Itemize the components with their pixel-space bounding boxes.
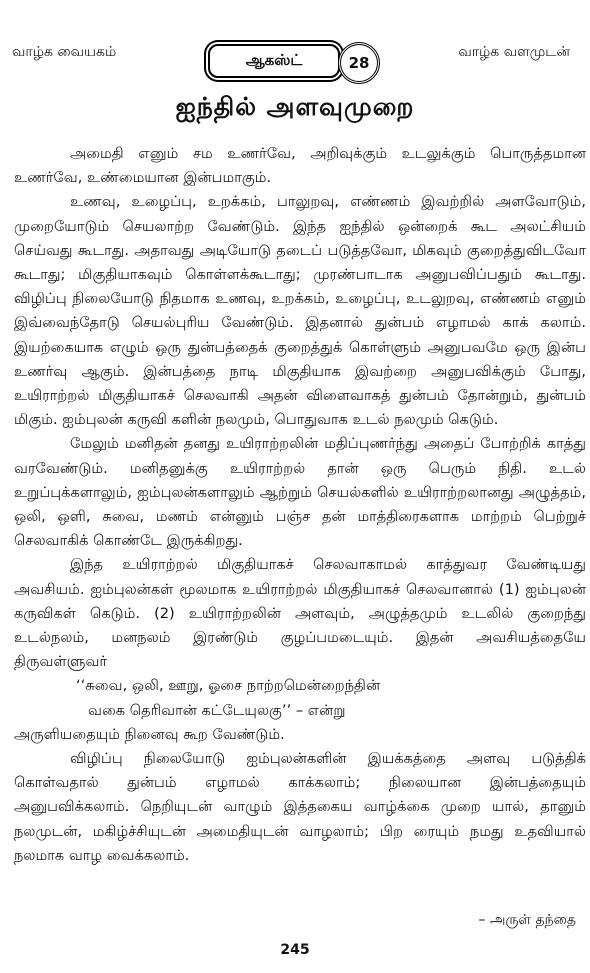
paragraph-4: இந்த உயிராற்றல் மிகுதியாகச் செலவாகாமல் காத்துவர வேண்டியது அவசியம். ஐம்புலன்கள் மூலமாக உயிராற்றல் மிகுதியாகச் செலவானால் (1) ஐம்புலன் கருவிகள் கெடும். (2) உயிராற்றலின் அளவும், அழுத்தமும் உடலில் குறைந்து உடல்நலம், மனநலம் இரண்டும் குழப்பமடையும். இதன் அவசியத்தையே திருவள்ளுவர்: [14, 556, 586, 671]
signature: – அருள் தந்தை: [478, 912, 576, 928]
quote-block: [14, 674, 586, 722]
header-right-motto: வாழ்க வளமுடன்: [458, 44, 570, 60]
page-title: ஐந்தில் அளவுமுறை: [175, 92, 415, 121]
paragraph-3: மேலும் மனிதன் தனது உயிராற்றலின் மதிப்புணர்ந்து அதைப் போற்றிக் காத்து வரவேண்டும். மனிதனுக்கு உயிராற்றல் தான் ஒரு பெரும் நிதி. உடல் உறுப்புக்களாலும், ஐம்புலன்களாலும் ஆற்றும் செயல்களில் உயிராற்றலானது அழுத்தம், ஒலி, ஒளி, சுவை, மணம் என்னும் பஞ்ச தன் மாத்திரைகளாக மாற்றம் பெற்றுச் செலவாகிக் கொண்டே இருக்கிறது.: [14, 435, 586, 550]
quote-line-2: வகை தெரிவான் கட்டேயுலகு’’ – என்று: [88, 701, 346, 719]
quote-line-1: ‘‘சுவை, ஒலி, ஊறு, ஓசை நாற்றமென்றைந்தின்: [76, 677, 381, 695]
closing-paragraph: விழிப்பு நிலையோடு ஐம்புலன்களின் இயக்கத்தை அளவு படுத்திக் கொள்வதால் துன்பம் எழாமல் காக்கலாம்; நிலையான இன்பத்தையும் அனுபவிக்கலாம். நெறியுடன் வாழும் இத்தகைய வாழ்க்கை முறை யால், தானும் நலமுடன், மகிழ்ச்சியுடன் அமைதியுடன் வாழலாம்; பிற ரையும் நமது உதவியால் நலமாக வாழ வைக்கலாம்.: [14, 750, 586, 864]
page-number: 245: [280, 942, 310, 958]
quote-followup: அருளியதையும் நினைவு கூற வேண்டும்.: [14, 725, 285, 743]
header-left-motto: வாழ்க வையகம்: [12, 44, 117, 60]
date-badge: [208, 42, 378, 78]
paragraph-1: அமைதி எனும் சம உணர்வே, அறிவுக்கும் உடலுக்கும் பொருத்தமான உணர்வே, உண்மையான இன்பமாகும்.: [14, 145, 586, 187]
paragraph-2: உணவு, உழைப்பு, உறக்கம், பாலுறவு, எண்ணம் இவற்றில் அளவோடும், முறையோடும் செயலாற்ற வேண்டும். இந்த ஐந்தில் ஒன்றைக் கூட அலட்சியம் செய்வது கூடாது. அதாவது அடியோடு தடைப் படுத்தவோ, மிகவும் குறைத்துவிடவோ கூடாது; மிகுதியாகவும் கொள்ளக்கூடாது; முரண்பாடாக அனுபவிப்பதும் கூடாது. விழிப்பு நிலையோடு நிதமாக உணவு, உறக்கம், உழைப்பு, உடலுறவு, எண்ணம் எனும் இவ்வைந்தோடு செயல்புரிய வேண்டும். இதனால் துன்பம் எழாமல் காக் கலாம். இயற்கையாக எழும் ஒரு துன்பத்தைக் குறைத்துக் கொள்ளும் அனுபவமே ஒரு இன்ப உணர்வு ஆகும். இன்பத்தை நாடி மிகுதியாக இவற்றை அனுபவிக்கும் போது, உயிராற்றல் மிகுதியாகச் செலவாகி அதன் விளைவாகத் துன்பம் தோன்றும், துன்பம் மிகும். ஐம்புலன் கருவி களின் நலமும், பொதுவாக உடல் நலமும் கெடும்.: [14, 193, 586, 429]
day-number-circle: 28: [338, 42, 380, 84]
month-label: ஆகஸ்ட்: [208, 44, 340, 78]
body-text: [14, 142, 586, 868]
